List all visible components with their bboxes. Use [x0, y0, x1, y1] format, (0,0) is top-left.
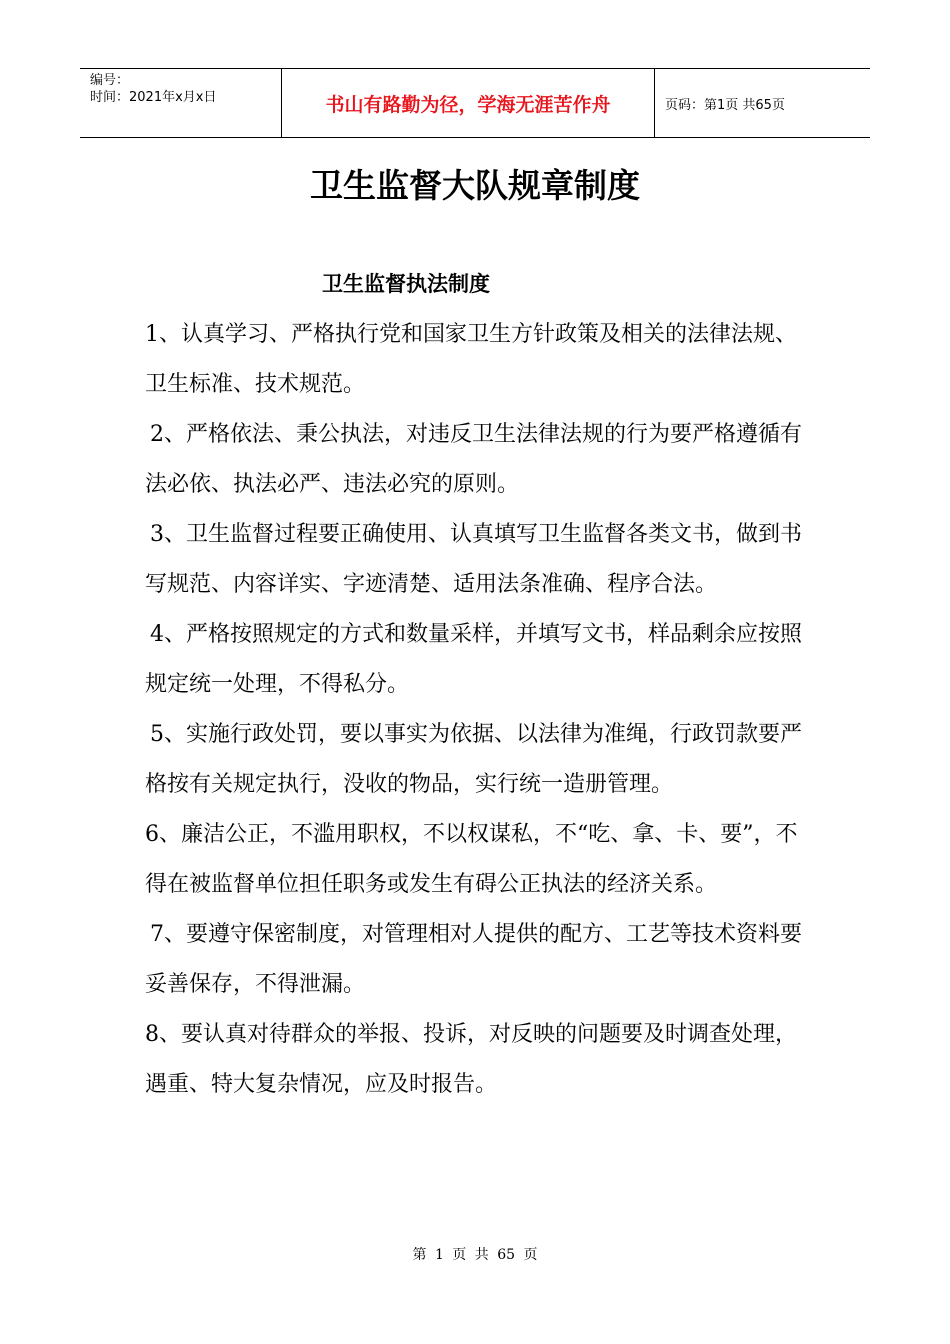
paragraph-2: 2、严格依法、秉公执法，对违反卫生法律法规的行为要严格遵循有法必依、执法必严、违法必究的原则。: [145, 422, 802, 497]
paragraph-3: 3、卫生监督过程要正确使用、认真填写卫生监督各类文书，做到书写规范、内容详实、字迹清楚、适用法条准确、程序合法。: [145, 522, 802, 597]
number-label: 编号：: [90, 73, 130, 88]
header-page-info: 页码：第1页 共65页: [665, 97, 785, 113]
page-footer: 第 1 页 共 65 页: [412, 1247, 538, 1263]
paragraph-5: 5、实施行政处罚，要以事实为依据、以法律为准绳，行政罚款要严格按有关规定执行，没收的物品，实行统一造册管理。: [145, 722, 802, 797]
header-meta: [80, 69, 281, 137]
section-title: 卫生监督执法制度: [322, 272, 490, 296]
paragraph-7: 7、要遵守保密制度，对管理相对人提供的配方、工艺等技术资料要妥善保存，不得泄漏。: [145, 922, 802, 997]
paragraph-1: 1、认真学习、严格执行党和国家卫生方针政策及相关的法律法规、卫生标准、技术规范。: [145, 322, 797, 397]
paragraph-6: 6、廉洁公正，不滥用职权，不以权谋私，不“吃、拿、卡、要”，不得在被监督单位担任职务或发生有碍公正执法的经济关系。: [145, 822, 798, 897]
date-label: 时间：2021年x月x日: [90, 90, 217, 105]
paragraph-8: 8、要认真对待群众的举报、投诉，对反映的问题要及时调查处理，遇重、特大复杂情况，应及时报告。: [145, 1022, 797, 1097]
header-motto: 书山有路勤为径，学海无涯苦作舟: [281, 69, 655, 137]
document-header: [80, 68, 870, 138]
paragraph-4: 4、严格按照规定的方式和数量采样，并填写文书，样品剩余应按照规定统一处理，不得私分。: [145, 622, 802, 697]
document-body: [145, 310, 810, 1110]
document-title: 卫生监督大队规章制度: [310, 166, 640, 205]
